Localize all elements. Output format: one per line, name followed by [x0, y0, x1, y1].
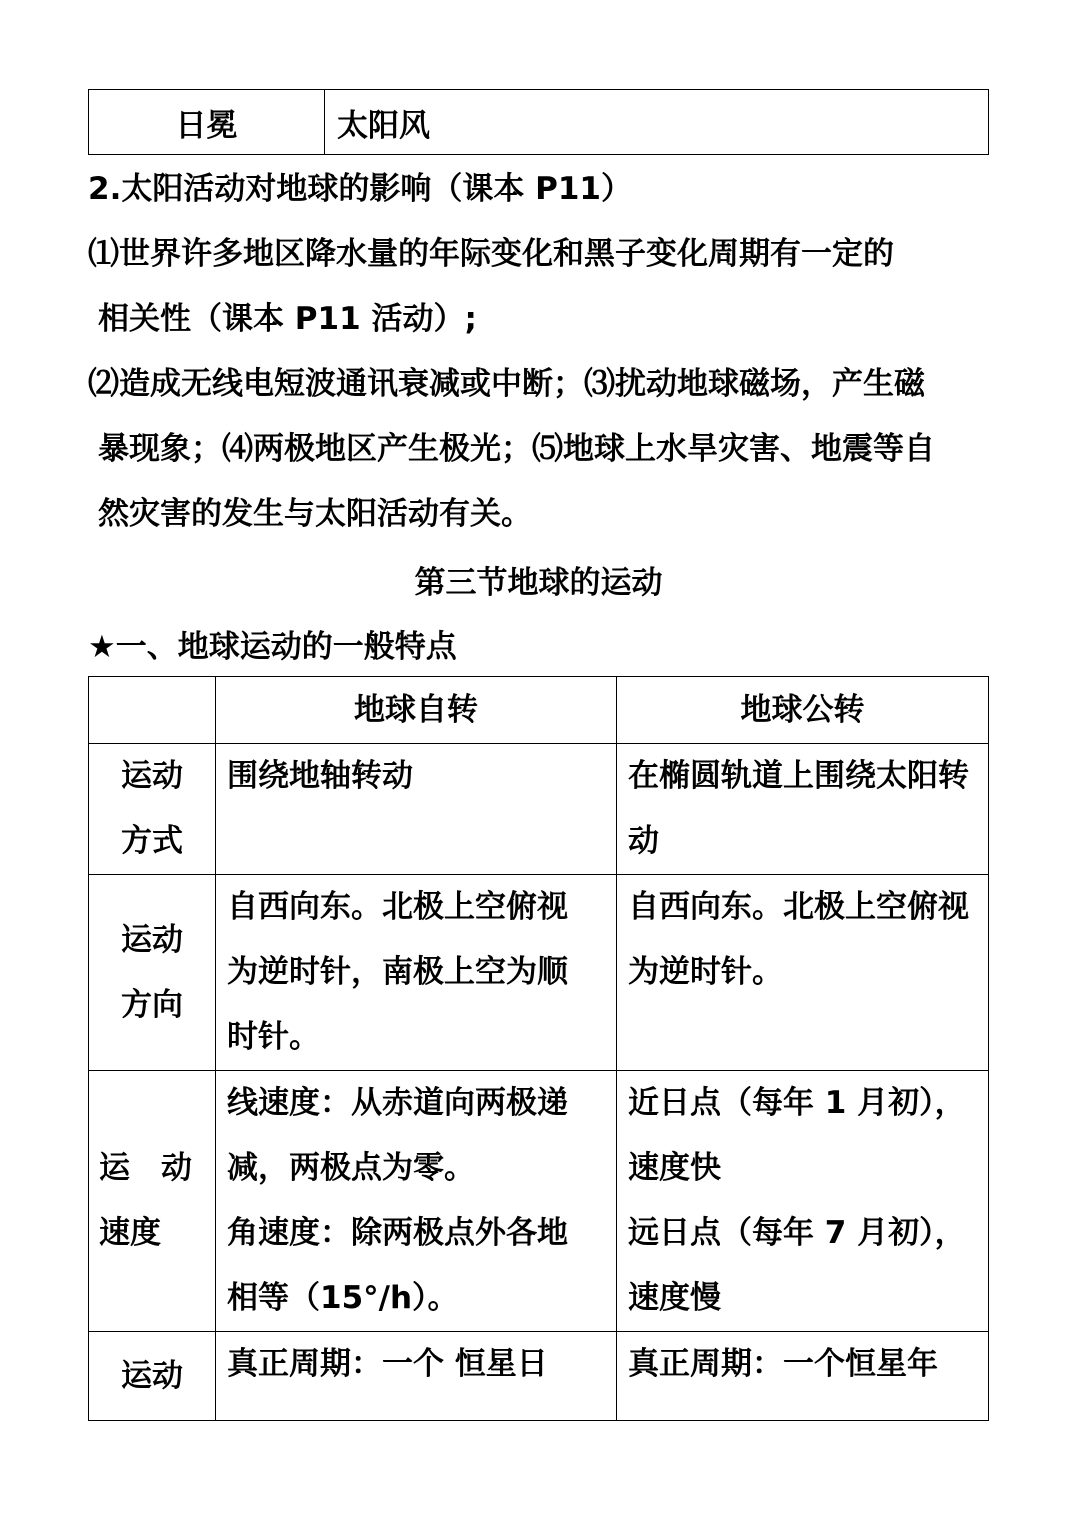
cell-line: 自西向东。北极上空俯视 — [628, 889, 969, 925]
table-row — [89, 875, 989, 1071]
cell-line: 为逆时针，南极上空为顺 — [227, 954, 568, 990]
cell-line: 速度快 — [628, 1150, 721, 1186]
header-blank-cell — [89, 677, 216, 744]
cell-line: 相等（15°/h）。 — [227, 1280, 459, 1316]
cell-line: 速度慢 — [628, 1280, 721, 1316]
revolution-cell — [617, 875, 989, 1071]
row-label-line: 运动 — [121, 758, 183, 794]
cell-line: 为逆时针。 — [628, 954, 783, 990]
row-label-line: 方式 — [121, 823, 183, 859]
header-rotation: 地球自转 — [216, 677, 617, 744]
section-2-block — [88, 157, 993, 547]
row-label-line: 运 动 — [99, 1150, 192, 1186]
table-row — [89, 744, 989, 875]
rotation-cell — [216, 875, 617, 1071]
row-label-line: 速度 — [99, 1215, 161, 1251]
cell-line: 在椭圆轨道上围绕太阳转 — [628, 758, 969, 794]
earth-motion-table — [88, 676, 989, 1421]
header-revolution: 地球公转 — [617, 677, 989, 744]
section-2-heading: 2.太阳活动对地球的影响（课本 P11） — [88, 171, 632, 207]
row-label — [89, 875, 216, 1071]
revolution-cell — [617, 1332, 989, 1421]
table-row — [89, 90, 989, 155]
row-label — [89, 1332, 216, 1421]
table-cell: 日冕 — [89, 90, 325, 155]
cell-line: 减，两极点为零。 — [227, 1150, 475, 1186]
revolution-cell — [617, 744, 989, 875]
row-label-line: 运动 — [121, 921, 183, 958]
cell-line: 动 — [628, 823, 659, 859]
cell-line: 真正周期：一个恒星年 — [628, 1346, 938, 1382]
paragraph-line: 然灾害的发生与太阳活动有关。 — [98, 496, 532, 532]
rotation-cell — [216, 1071, 617, 1332]
paragraph-line: 暴现象；⑷两极地区产生极光；⑸地球上水旱灾害、地震等自 — [98, 431, 935, 467]
chapter-title: 第三节地球的运动 — [414, 565, 663, 601]
cell-line: 真正周期：一个 恒星日 — [227, 1346, 548, 1382]
table-header-row — [89, 677, 989, 744]
rotation-cell — [216, 744, 617, 875]
cell-line: 围绕地轴转动 — [227, 758, 413, 794]
cell-line: 时针。 — [227, 1019, 320, 1055]
cell-line: 线速度：从赤道向两极递 — [227, 1085, 568, 1121]
section-heading: ★一、地球运动的一般特点 — [88, 629, 457, 665]
row-label-line: 运动 — [121, 1357, 183, 1394]
cell-line: 近日点（每年 1 月初）， — [628, 1085, 966, 1121]
top-fragment-table — [88, 89, 989, 155]
cell-line: 远日点（每年 7 月初）， — [628, 1215, 966, 1251]
cell-line: 角速度：除两极点外各地 — [227, 1215, 568, 1251]
revolution-cell — [617, 1071, 989, 1332]
paragraph-line: ⑴世界许多地区降水量的年际变化和黑子变化周期有一定的 — [88, 236, 894, 272]
table-row — [89, 1332, 989, 1421]
row-label-line: 方向 — [121, 986, 183, 1023]
table-row — [89, 1071, 989, 1332]
cell-line: 自西向东。北极上空俯视 — [227, 889, 568, 925]
paragraph-line: 相关性（课本 P11 活动）; — [98, 301, 477, 337]
table-cell: 太阳风 — [325, 90, 989, 155]
row-label — [89, 744, 216, 875]
row-label — [89, 1071, 216, 1332]
rotation-cell — [216, 1332, 617, 1421]
paragraph-line: ⑵造成无线电短波通讯衰减或中断；⑶扰动地球磁场，产生磁 — [88, 366, 925, 402]
